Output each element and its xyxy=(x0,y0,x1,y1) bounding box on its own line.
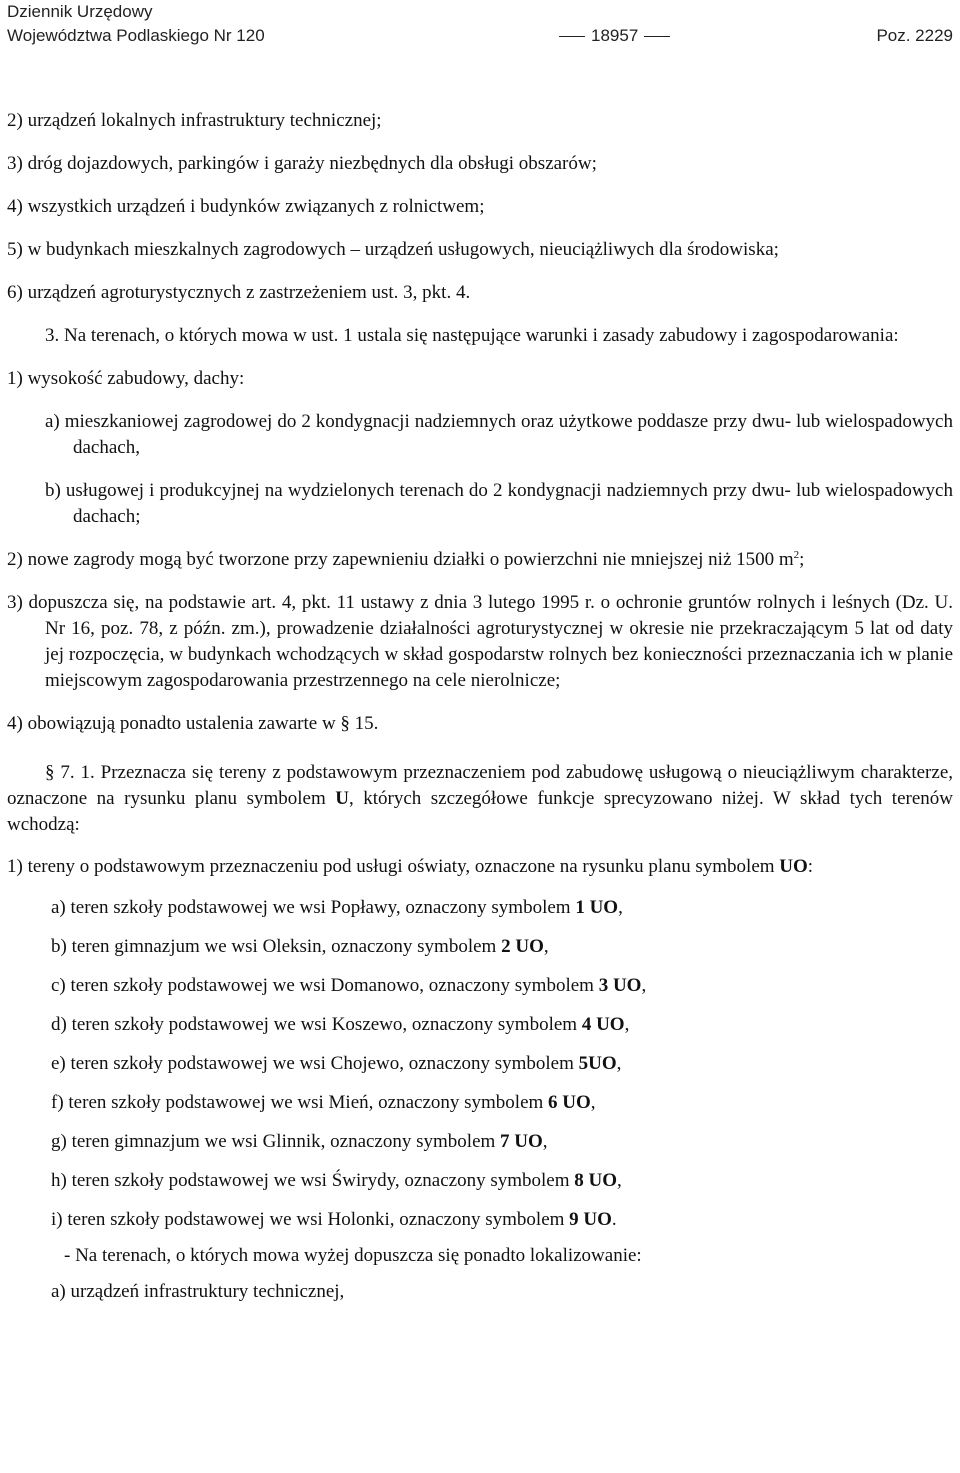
item-text: 2) nowe zagrody mogą być tworzone przy zapewnieniu działki o powierzchni nie mniejszej niż 1500 m xyxy=(7,549,794,570)
paragraph-3: 3. Na terenach, o których mowa w ust. 1 ustala się następujące warunki i zasady zabudowy i zagospodarowania: xyxy=(45,325,899,346)
list-item xyxy=(7,1207,953,1233)
symbol: U xyxy=(335,788,349,809)
item-text: d) teren szkoły podstawowej we wsi Koszewo, oznaczony symbolem xyxy=(51,1014,582,1035)
list-item: b) usługowej i produkcyjnej na wydzielonych terenach do 2 kondygnacji nadziemnych przy dwu- lub wielospadowych dachach; xyxy=(45,480,953,527)
item-end: ; xyxy=(799,549,805,570)
item-end: , xyxy=(543,936,549,957)
list-item xyxy=(7,1129,953,1155)
list-item: 1) wysokość zabudowy, dachy: xyxy=(7,368,245,389)
symbol: 3 UO xyxy=(598,975,642,996)
publication-subtitle: Województwa Podlaskiego Nr 120 xyxy=(7,26,265,45)
superscript: 2 xyxy=(793,549,800,561)
item-text: c) teren szkoły podstawowej we wsi Domanowo, oznaczony symbolem xyxy=(51,975,599,996)
list-item: a) urządzeń infrastruktury technicznej, xyxy=(51,1281,345,1302)
symbol: 2 UO xyxy=(501,936,544,957)
item-end: , xyxy=(617,1170,622,1191)
item-end: , xyxy=(618,897,623,918)
symbol: 1 UO xyxy=(575,897,619,918)
list-item: 3) dróg dojazdowych, parkingów i garaży niezbędnych dla obsługi obszarów; xyxy=(7,153,597,174)
list-item: 6) urządzeń agroturystycznych z zastrzeżeniem ust. 3, pkt. 4. xyxy=(7,282,471,303)
page-number-block xyxy=(553,24,676,48)
page-header xyxy=(7,0,953,48)
dash-left xyxy=(559,36,585,37)
item-end: , xyxy=(590,1092,596,1113)
list-item xyxy=(7,1012,953,1038)
list-item xyxy=(7,973,953,999)
symbol: 8 UO xyxy=(574,1170,618,1191)
symbol: 7 UO xyxy=(500,1131,543,1152)
list-item xyxy=(7,934,953,960)
item-end: : xyxy=(807,856,814,877)
item-end: , xyxy=(616,1053,622,1074)
list-item xyxy=(7,1090,953,1116)
item-text: g) teren gimnazjum we wsi Glinnik, oznaczony symbolem xyxy=(51,1131,501,1152)
item-end: , xyxy=(542,1131,548,1152)
item-text: 1) tereny o podstawowym przeznaczeniu pod usługi oświaty, oznaczone na rysunku planu symbolem xyxy=(7,856,780,877)
list-item: 4) wszystkich urządzeń i budynków związanych z rolnictwem; xyxy=(7,196,485,217)
symbol: 9 UO xyxy=(569,1209,612,1230)
item-end: , xyxy=(641,975,647,996)
list-item xyxy=(7,854,953,880)
item-text: b) teren gimnazjum we wsi Oleksin, oznaczony symbolem xyxy=(51,936,502,957)
dash-right xyxy=(644,36,670,37)
section-text: § 7. 1. Przeznacza się tereny z podstawowym przeznaczeniem pod zabudowę usługową o nieuciążliwym charakterze, oznaczone na rysunku planu symbolem xyxy=(7,762,953,809)
item-text: f) teren szkoły podstawowej we wsi Mień, oznaczony symbolem xyxy=(51,1092,549,1113)
item-end: . xyxy=(611,1209,617,1230)
item-text: a) teren szkoły podstawowej we wsi Popławy, oznaczony symbolem xyxy=(51,897,576,918)
publication-title: Dziennik Urzędowy xyxy=(7,2,153,21)
item-text: i) teren szkoły podstawowej we wsi Holonki, oznaczony symbolem xyxy=(51,1209,570,1230)
page-number: 18957 xyxy=(591,26,639,45)
note-line: - Na terenach, o których mowa wyżej dopuszcza się ponadto lokalizowanie: xyxy=(64,1245,642,1266)
list-item: 4) obowiązują ponadto ustalenia zawarte w § 15. xyxy=(7,713,379,734)
symbol: 6 UO xyxy=(548,1092,591,1113)
list-item: 2) urządzeń lokalnych infrastruktury technicznej; xyxy=(7,110,382,131)
item-end: , xyxy=(624,1014,630,1035)
list-item: a) mieszkaniowej zagrodowej do 2 kondygnacji nadziemnych oraz użytkowe poddasze przy dwu- lub wielospadowych dachach, xyxy=(45,411,953,458)
list-item xyxy=(7,1051,953,1077)
uo-list xyxy=(7,895,953,1233)
document-body xyxy=(7,108,953,1305)
symbol: UO xyxy=(779,856,808,877)
header-row xyxy=(7,24,953,48)
list-item: 3) dopuszcza się, na podstawie art. 4, pkt. 11 ustawy z dnia 3 lutego 1995 r. o ochronie gruntów rolnych i leśnych (Dz. U. Nr 16, poz. 78, z późn. zm.), prowadzenie działalności agroturystycznej w okresie nie przekraczającym 5 lat od daty jej rozpoczęcia, w budynkach wchodzących w skład gospodarstw rolnych bez konieczności przeznaczania ich w planie miejscowym zagospodarowania przestrzennego na cele nierolnicze; xyxy=(7,592,953,691)
list-item xyxy=(7,1168,953,1194)
symbol: 4 UO xyxy=(581,1014,625,1035)
list-item xyxy=(7,547,953,573)
section-7 xyxy=(7,760,953,838)
position-label: Poz. 2229 xyxy=(876,26,953,45)
item-text: e) teren szkoły podstawowej we wsi Chojewo, oznaczony symbolem xyxy=(51,1053,579,1074)
list-item: 5) w budynkach mieszkalnych zagrodowych – urządzeń usługowych, nieuciążliwych dla środowiska; xyxy=(7,239,779,260)
list-item xyxy=(7,895,953,921)
item-text: h) teren szkoły podstawowej we wsi Świrydy, oznaczony symbolem xyxy=(51,1170,575,1191)
symbol: 5UO xyxy=(578,1053,617,1074)
section-text: , których szczegółowe funkcje sprecyzowano niżej. W skład tych terenów wchodzą: xyxy=(7,788,953,835)
